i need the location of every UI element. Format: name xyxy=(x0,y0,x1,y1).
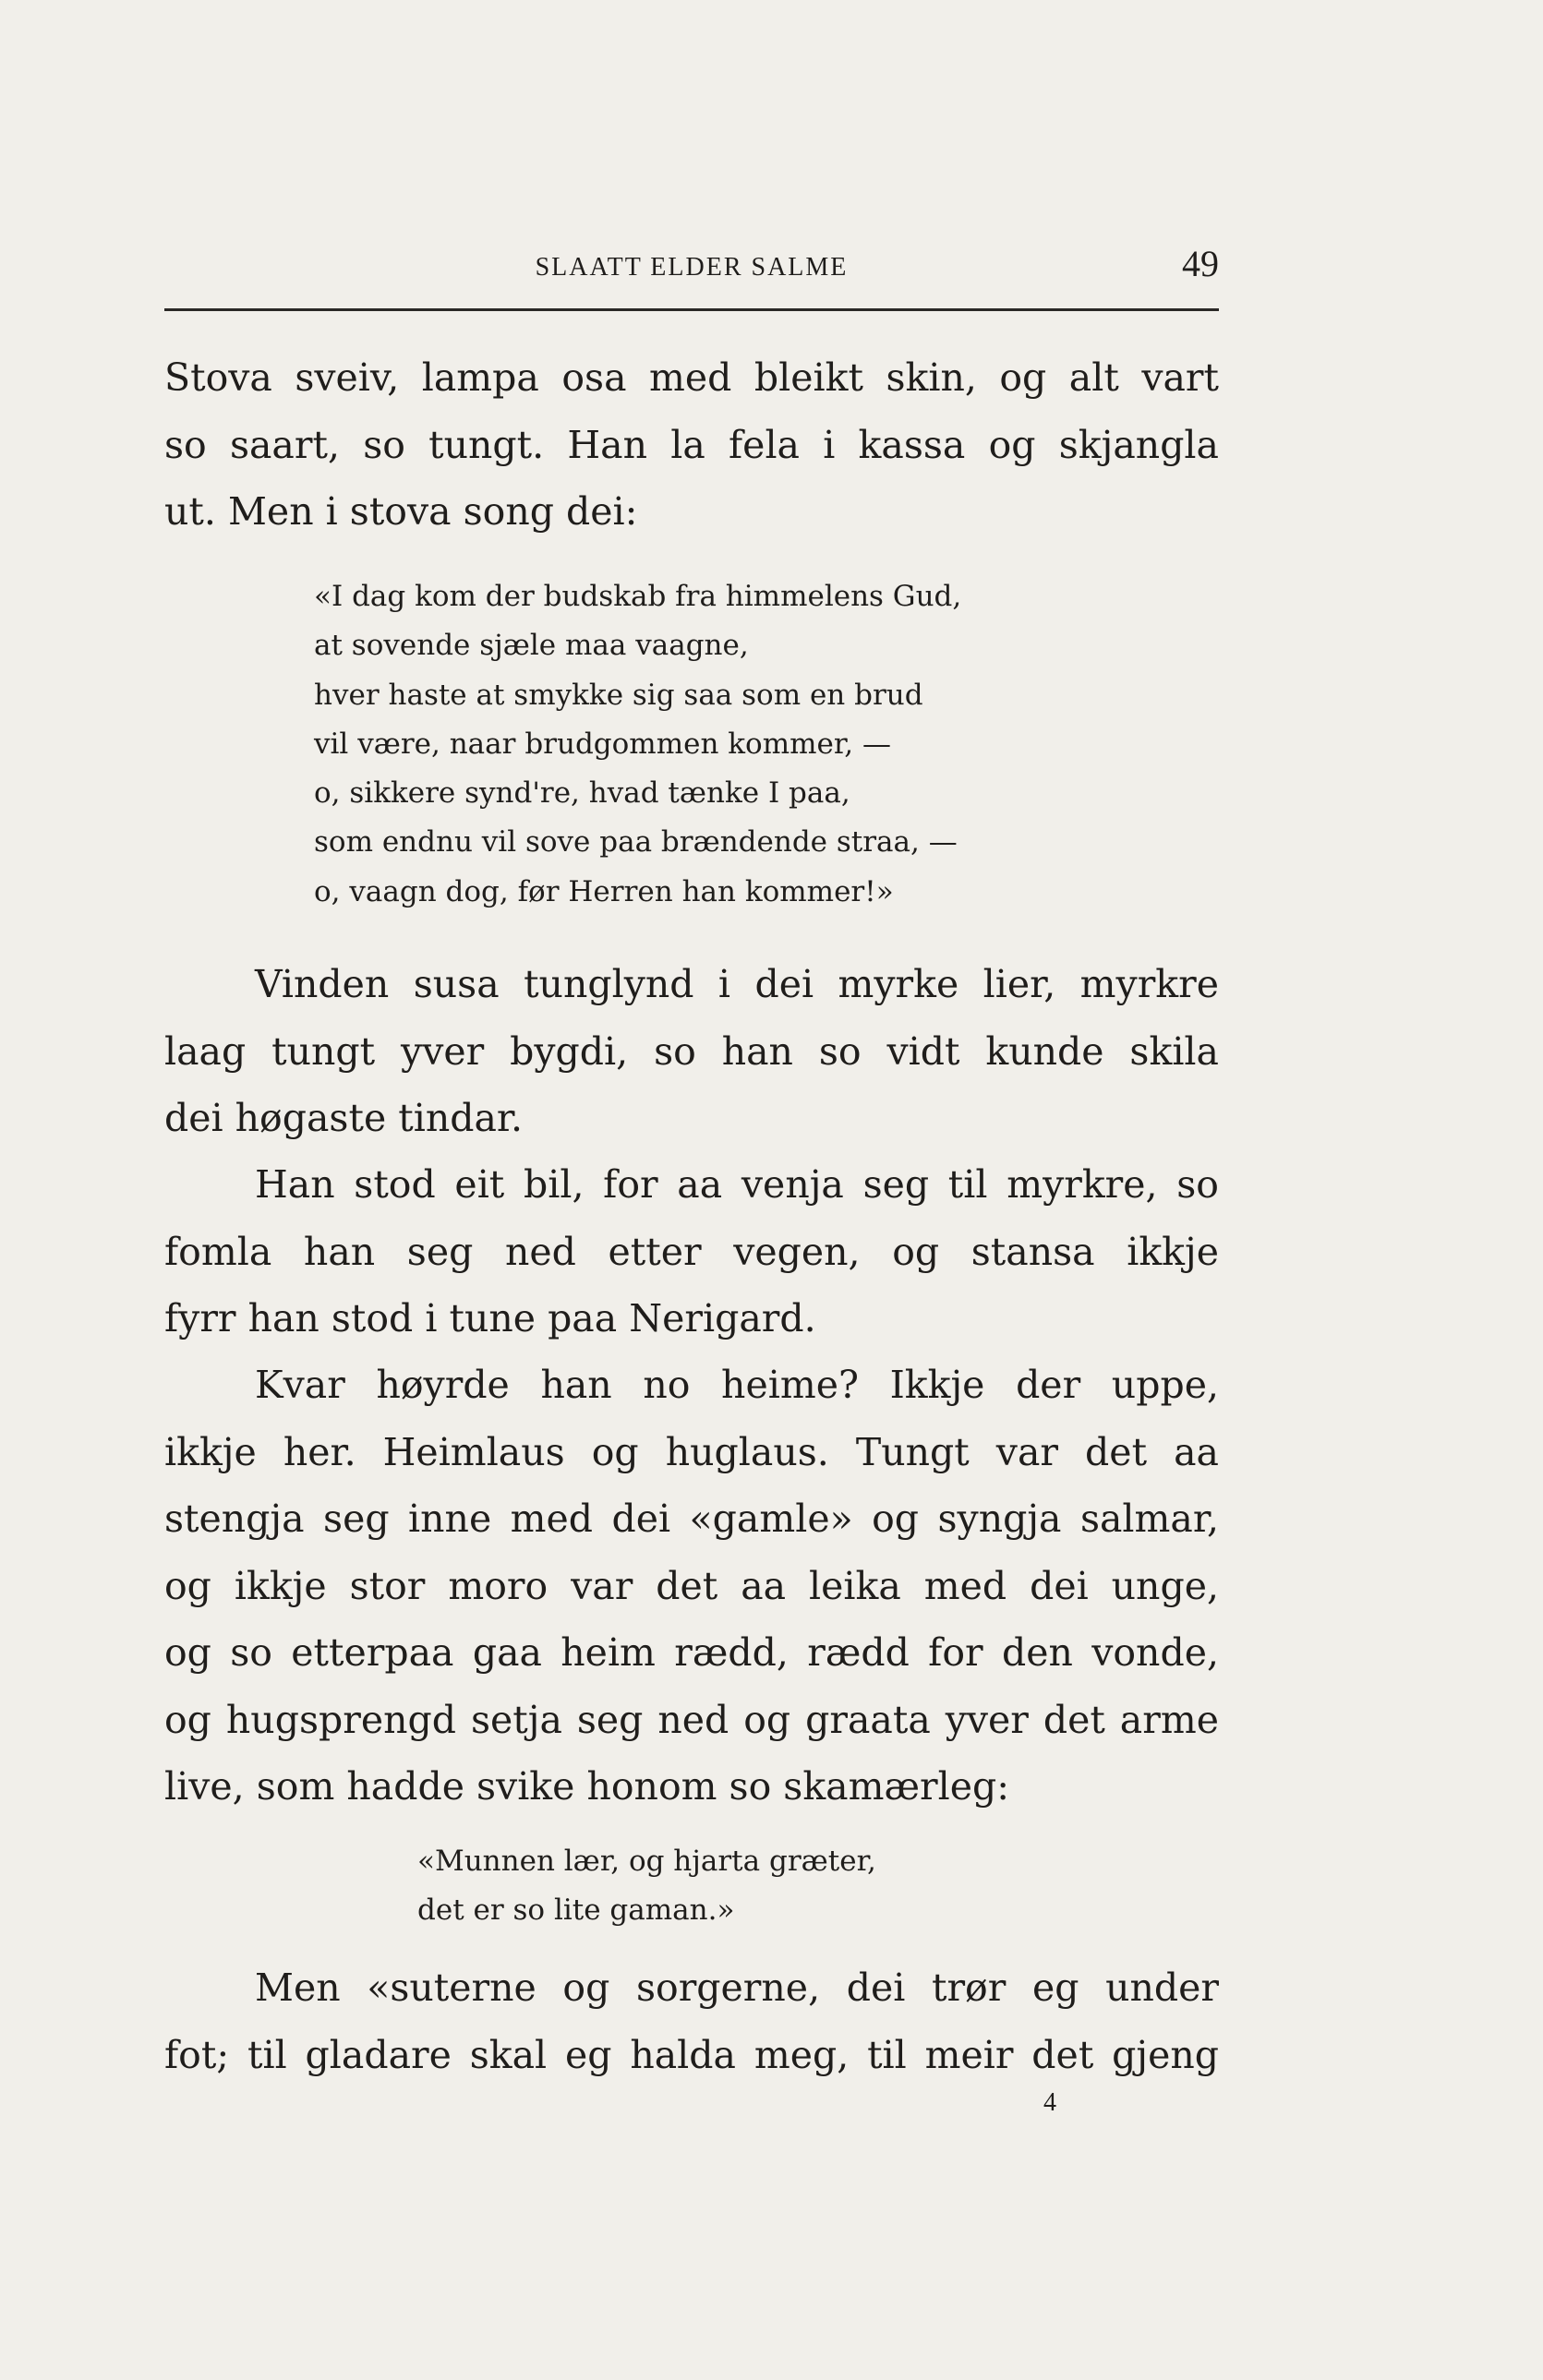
text-line: fot; til gladare skal eg halda meg, til meir det gjeng xyxy=(164,2032,1219,2077)
text-line: stengja seg inne med dei «gamle» og syngja salmar, xyxy=(164,1497,1219,1541)
verse-line: som endnu vil sove paa brændende straa, — xyxy=(314,825,958,859)
verse-line: det er so lite gaman.» xyxy=(417,1893,735,1928)
text-line: Kvar høyrde han no heime? Ikkje der uppe, xyxy=(255,1363,1219,1407)
verse-stev xyxy=(417,1837,876,1936)
paragraph-continuation xyxy=(164,344,1219,546)
verse-line: «I dag kom der budskab fra himmelens Gud, xyxy=(314,580,962,613)
verse-line: hver haste at smykke sig saa som en brud xyxy=(314,678,923,712)
paragraph xyxy=(164,1151,1219,1352)
text-line: Stova sveiv, lampa osa med bleikt skin, og alt vart xyxy=(164,355,1219,400)
running-head xyxy=(164,242,1219,297)
text-line: so saart, so tungt. Han la fela i kassa og skjangla xyxy=(164,422,1219,467)
text-line: Men «suterne og sorgerne, dei trør eg under xyxy=(255,1965,1219,2010)
verse-hymn xyxy=(314,572,961,917)
text-line: fyrr han stod i tune paa Nerigard. xyxy=(164,1296,816,1340)
text-line: ikkje her. Heimlaus og huglaus. Tungt var det aa xyxy=(164,1429,1219,1474)
verse-line: at sovende sjæle maa vaagne, xyxy=(314,629,749,663)
text-line: live, som hadde svike honom so skamærleg: xyxy=(164,1764,1010,1809)
verse-line: o, sikkere synd're, hvad tænke I paa, xyxy=(314,776,850,811)
text-line: Vinden susa tunglynd i dei myrke lier, myrkre xyxy=(255,962,1219,1006)
paragraph xyxy=(164,951,1219,1152)
paragraph xyxy=(164,1954,1219,2088)
paragraph xyxy=(164,1352,1219,1821)
signature-mark: 4 xyxy=(1043,2088,1056,2117)
verse-line: «Munnen lær, og hjarta græter, xyxy=(417,1845,876,1878)
text-line: ut. Men i stova song dei: xyxy=(164,489,638,534)
text-line: dei høgaste tindar. xyxy=(164,1096,524,1140)
verse-line: vil være, naar brudgommen kommer, — xyxy=(314,727,891,761)
page-number: 49 xyxy=(1182,243,1219,284)
text-line: Han stod eit bil, for aa venja seg til myrkre, so xyxy=(255,1162,1219,1207)
text-line: og hugsprengd setja seg ned og graata yver det arme xyxy=(164,1697,1219,1742)
verse-line: o, vaagn dog, før Herren han kommer!» xyxy=(314,874,894,908)
header-rule xyxy=(164,308,1219,311)
text-line: og ikkje stor moro var det aa leika med dei unge, xyxy=(164,1563,1219,1608)
text-line: laag tungt yver bygdi, so han so vidt kunde skila xyxy=(164,1028,1219,1074)
running-title: SLAATT ELDER SALME xyxy=(535,253,849,282)
text-line: fomla han seg ned etter vegen, og stansa ikkje xyxy=(164,1229,1219,1274)
text-line: og so etterpaa gaa heim rædd, rædd for den vonde, xyxy=(164,1630,1219,1675)
